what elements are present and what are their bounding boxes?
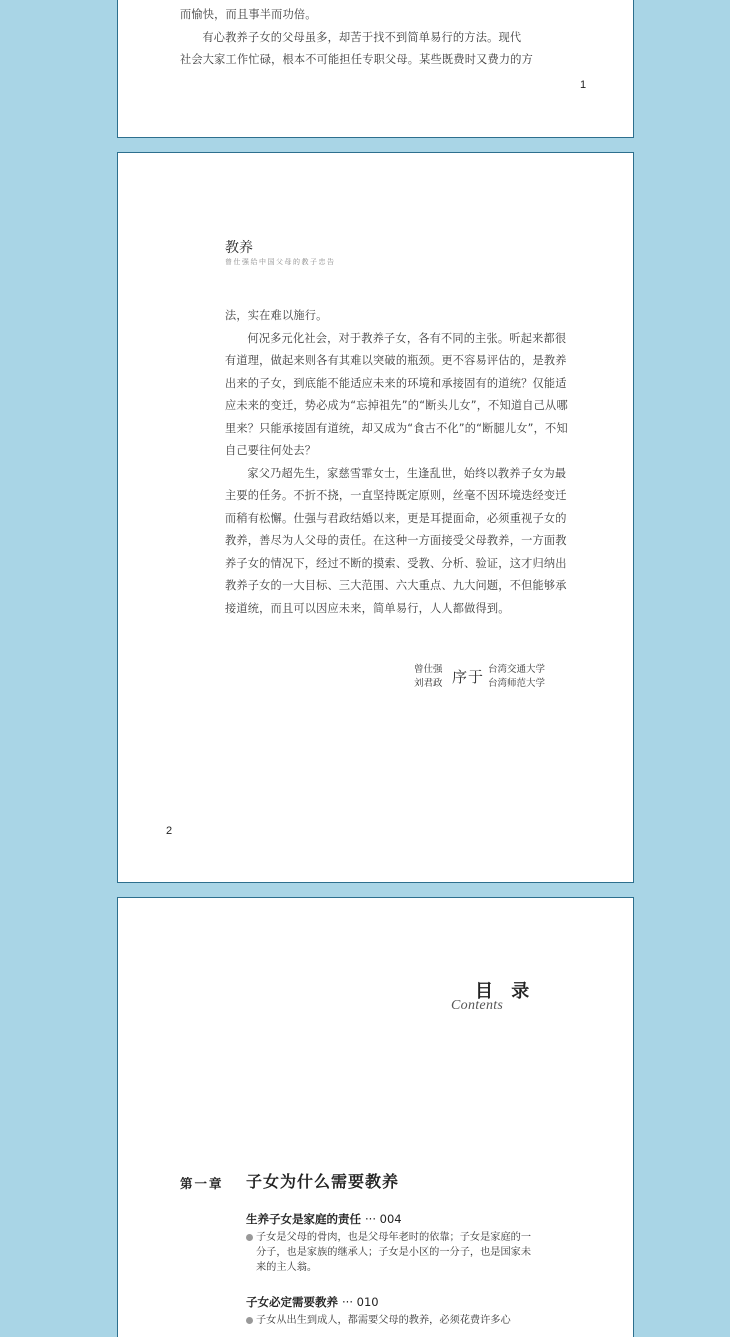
section-description [246,1313,536,1328]
page-1-line: 有心教养子女的父母虽多，却苦于找不到简单易行的方法。现代 [202,30,522,44]
section-heading [246,1211,536,1227]
paragraph: 家父乃超先生，家慈雪霏女士，生逢乱世，始终以教养子女为最主要的任务。不折不挠，一直坚持既定原则，丝毫不因环境迭经变迁而稍有松懈。仕强与君政结婚以来，更是耳提面命，必须重视子女的教养，善尽为人父母的责任。在这种一方面接受父母教养，一方面教养子女的情况下，经过不断的摸索、受教、分析、验证，这才归纳出教养子女的一大目标、三大范围、六大重点、九大问题，不但能够承接道统，而且可以因应未来，简单易行，人人都做得到。 [225,466,567,615]
paragraph: 法，实在难以施行。 [225,309,328,322]
page-number: 1 [580,79,587,91]
section-desc-text: 子女从出生到成人，都需要父母的教养，必须花费许多心 [256,1315,511,1326]
toc-chapter [180,1169,600,1193]
book-page-1 [117,0,634,138]
preface-signature [414,663,574,697]
running-subtitle: 曾仕强给中国父母的教子忠告 [225,258,336,266]
page-number: 2 [166,825,173,837]
toc-section [246,1294,536,1328]
book-page-3 [117,897,634,1337]
toc-section [246,1211,536,1275]
school-name: 台湾交通大学 [488,664,546,675]
section-title: 生养子女是家庭的责任 [246,1212,361,1226]
section-description [246,1230,536,1275]
section-title: 子女必定需要教养 [246,1295,338,1309]
page-2-body [225,305,577,620]
bullet-dot-icon [246,1234,253,1241]
page-1-line: 社会大家工作忙碌，根本不可能担任专职父母。某些既费时又费力的方 [180,53,534,66]
section-desc-text: 子女是父母的骨肉，也是父母年老时的依靠；子女是家庭的一分子，也是家族的继承人；子女是小区的一分子，也是国家未来的主人翁。 [256,1232,532,1273]
chapter-number: 第一章 [180,1176,224,1191]
page-1-line: 而愉快，而且事半而功倍。 [180,8,317,21]
running-title: 教养 [225,240,253,256]
section-page: ··· 010 [342,1295,379,1309]
author-name: 刘君政 [414,677,443,689]
school-name: 台湾师范大学 [488,677,546,689]
signature-schools [488,663,545,690]
signature-title: 序于 [452,668,485,686]
toc-subtitle: Contents [451,998,504,1013]
paragraph: 何况多元化社会，对于教养子女，各有不同的主张。听起来都很有道理，做起来则各有其难以突破的瓶颈。更不容易评估的，是教养出来的子女，到底能不能适应未来的环境和承接固有的道统？仅能适应未来的变迁，势必成为“忘掉祖先”的“断头儿女”，不知道自己从哪里来？只能承接固有道统，却又成为“食古不化”的“断腿儿女”，不知自己要往何处去？ [225,331,568,457]
bullet-dot-icon [246,1317,253,1324]
author-name: 曾仕强 [414,664,443,675]
section-page: ··· 004 [365,1212,402,1226]
chapter-title: 子女为什么需要教养 [246,1172,400,1191]
book-page-2 [117,152,634,883]
section-heading [246,1294,536,1310]
toc-title: 目 录 [475,981,536,1002]
signature-names [414,663,443,690]
page-1-body [180,4,540,72]
